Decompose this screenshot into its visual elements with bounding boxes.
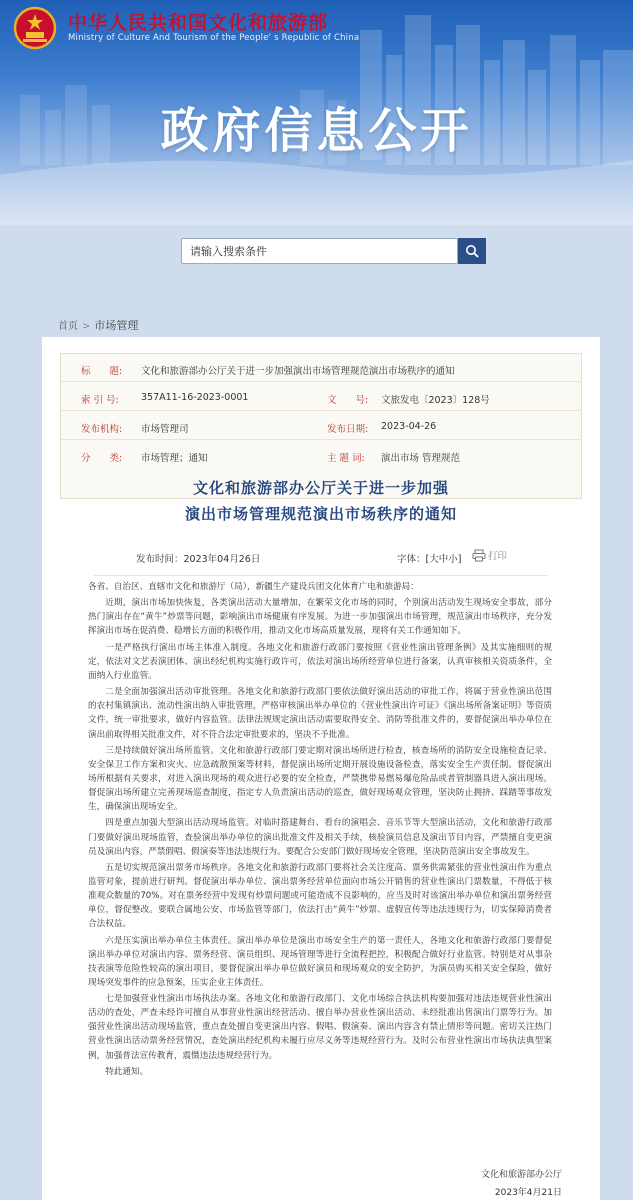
page-title: 政府信息公开 [160,103,473,159]
meta-label: 索 引 号: [81,395,119,406]
divider [94,575,548,576]
search-box [181,238,458,264]
signature-date: 2023年4月21日 [494,1188,562,1198]
article-paragraph: 特此通知。 [105,1066,149,1077]
font-size-control[interactable]: 字体：[大中小] [397,554,462,565]
meta-label: 标 题: [81,366,123,377]
meta-value: 市场管理司 [141,424,189,435]
article-paragraph: 二是全面加强演出活动审批管理。各地文化和旅游行政部门要依法做好演出活动的审批工作，将属于营业性演出范围的农村集镇演出、流动性演出纳入审批管理，严格审核演出举办单位的《营业性演出许可证》《演出场所备案证明》等资质文件，统一审批要求，做好内容监管。法律法规规定演出活动需要取得安全、消防等批准文件的，要督促演出举办单位在演出前取得相关批准文件，对不符合法定审批要求的，坚决不予批准。 [88,687,552,740]
printer-icon [472,549,486,562]
article-paragraph: 近期，演出市场加快恢复，各类演出活动大量增加，在繁荣文化市场的同时，个别演出活动发生现场安全事故，部分热门演出存在“黄牛”炒票等问题，影响演出市场健康有序发展。为进一步加强演出市场管理，规范演出市场秩序，充分发挥演出市场在促消费、稳增长方面的积极作用，推动文化市场高质量发展，现将有关工作通知如下。 [88,598,552,637]
print-label: 打印 [488,551,508,562]
meta-row-category [61,441,581,469]
signature-org: 文化和旅游部办公厅 [480,1170,562,1180]
meta-label: 文 号: [327,395,369,406]
article-paragraph: 六是压实演出举办单位主体责任。演出举办单位是演出市场安全生产的第一责任人，各地文化和旅游行政部门要督促演出举办单位对演出内容、票务经营、演员组织、现场管理等进行全流程把控，积极配合做好行业监管。特别是对从事杂技表演等危险性较高的演出项目，要督促演出举办单位做好演员和现场观众的安全防护，为演员购买相关安全保险，做好现场突发事件的应急预案，压实企业主体责任。 [88,935,552,988]
ministry-name-en: Ministry of Culture And Tourism of the People' s Republic of China [68,33,360,43]
breadcrumb [58,317,138,333]
article-title-line2: 演出市场管理规范演出市场秩序的通知 [184,505,457,523]
article-title-line1: 文化和旅游部办公厅关于进一步加强 [192,479,449,497]
meta-value: 文旅发电〔2023〕128号 [381,395,490,406]
meta-value: 2023-04-26 [381,421,437,432]
meta-label: 主 题 词: [327,453,365,464]
meta-row-issuer [61,412,581,440]
header-banner [0,0,633,225]
search-input[interactable] [182,239,457,263]
national-emblem-icon [12,6,58,50]
article-paragraph: 各省、自治区、直辖市文化和旅游厅（局），新疆生产建设兵团文化体育广电和旅游局： [88,582,419,592]
breadcrumb-home[interactable]: 首页 [58,321,78,332]
meta-label: 发布日期: [327,424,369,435]
meta-value: 演出市场 管理规范 [381,453,461,464]
article-body [88,580,552,1081]
ministry-name-cn: 中华人民共和国文化和旅游部 [68,12,329,34]
article-paragraph: 七是加强营业性演出市场执法办案。各地文化和旅游行政部门、文化市场综合执法机构要加强对违法违规营业性演出活动的查处，严查未经许可擅自从事营业性演出经营活动、擅自举办营业性演出活动、未经批准出售演出门票等行为。加强营业性演出活动现场监管，重点查处擅自变更演出内容、假唱、假演奏、演出内容含有禁止情形等问题。密切关注热门营业性演出活动票务经营情况，查处演出经纪机构未履行应尽义务等违规经营行为。及时公布营业性演出市场执法典型案例，加强普法宣传教育，震慑违法违规经营行为。 [88,994,552,1061]
breadcrumb-current[interactable]: 市场管理 [94,319,139,332]
meta-value: 市场管理；通知 [141,453,208,464]
meta-value: 文化和旅游部办公厅关于进一步加强演出市场管理规范演出市场秩序的通知 [141,366,455,377]
article-paragraph: 四是重点加强大型演出活动现场监管。对临时搭建舞台、看台的演唱会、音乐节等大型演出活动，文化和旅游行政部门要做好演出现场监管，查验演出举办单位的演出批准文件及相关手续，核验演员信息及演出节目内容，严禁擅自变更演员及演出内容，严禁假唱、假演奏等违法违规行为。要配合公安部门做好现场安全管理，坚决防范演出安全事故发生。 [88,818,552,857]
meta-row-index [61,383,581,411]
meta-label: 发布机构: [81,424,123,435]
meta-label: 分 类: [81,453,123,464]
article-paragraph: 一是严格执行演出市场主体准入制度。各地文化和旅游行政部门要按照《营业性演出管理条例》及其实施细则的规定，依法对文艺表演团体、演出经纪机构实施行政许可，依法对演出场所经营单位进行备案，认真审核相关资质条件，全面纳入行业监管。 [88,642,552,681]
meta-value: 357A11-16-2023-0001 [141,392,249,403]
search-icon [465,244,479,258]
article-paragraph: 五是切实规范演出票务市场秩序。各地文化和旅游行政部门要将社会关注度高、票务供需紧张的营业性演出作为重点监管对象，提前进行研判。督促演出举办单位、演出票务经营单位面向市场公开销售的营业性演出门票数量，不得低于核准观众数量的70%。对在票务经营中发现有炒票问题或可能造成不良影响的，应当及时对该演出举办单位和演出票务经营单位，督促整改。要联合属地公安、市场监管等部门，依法打击“黄牛”炒票、虚假宣传等违法违规行为，切实保障消费者合法权益。 [88,862,552,930]
content-panel [42,337,600,1200]
print-button[interactable] [472,548,507,562]
meta-row-title [61,354,581,382]
article-paragraph: 三是持续做好演出场所监管。文化和旅游行政部门要定期对演出场所进行检查，核查场所的消防安全设施检查记录、安全保卫工作方案和灾火、应急疏散预案等材料，督促演出场所定期开展设施设备检查，落实安全生产责任制。督促演出场所根据有关要求，对进入演出现场的观众进行必要的安全检查，严禁携带易燃易爆危险品或者管制器具进入演出现场。督促演出场所建立完善现场巡查制度，指定专人负责演出活动的巡查，做好现场观众管理，坚决防止拥挤、踩踏等事故发生，确保演出现场安全。 [88,745,552,813]
search-button[interactable] [458,238,486,264]
publish-time: 发布时间：2023年04月26日 [136,554,261,565]
breadcrumb-separator: > [82,321,91,332]
